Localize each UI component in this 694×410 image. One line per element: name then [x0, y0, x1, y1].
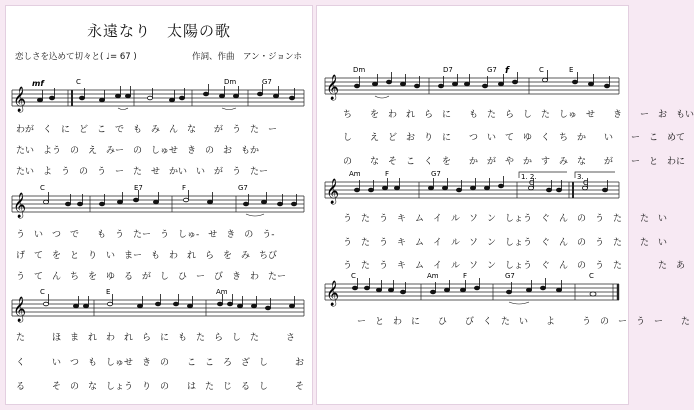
chord-label: F: [463, 272, 468, 280]
staff-system-5: [323, 168, 623, 208]
staff-system-4: [323, 64, 623, 104]
chord-label: C: [589, 272, 594, 280]
lyric-line: た ほ ま れ わ れ ら に も た ら し た さ: [16, 333, 296, 343]
treble-clef-icon: 𝄞: [326, 75, 340, 100]
chord-label: E: [569, 66, 574, 74]
chord-label: Am: [349, 170, 361, 178]
chord-label: F: [385, 170, 390, 178]
chord-label: G7: [238, 184, 248, 192]
dynamic-mark: f: [505, 66, 509, 76]
lyric-line: ち を わ れ ら に も た ら し た しゅ せ き ー お もい: [343, 110, 694, 120]
chord-label: C: [76, 78, 81, 86]
song-title: 永遠なり 太陽の歌: [86, 22, 231, 40]
lyric-line: う た う キ ム イ ル ソ ン しょう ぐ ん の う た た あ: [343, 261, 686, 271]
staff-system-6: [323, 270, 623, 310]
lyric-line: く い つ も しゅせ き の こ こ ろ ざ し お: [16, 358, 305, 368]
chord-label: Am: [427, 272, 439, 280]
right-page: [317, 6, 694, 404]
chord-label: E: [106, 288, 111, 296]
lyric-line: ー と わ に ひ び く た い よ う の ー う ー た: [357, 317, 691, 327]
lyric-line: たい よ う の う ー た せ かい い が う たー: [16, 167, 269, 177]
treble-clef-icon: 𝄞: [13, 193, 27, 218]
chord-label: Am: [216, 288, 228, 296]
chord-label: C: [539, 66, 544, 74]
left-page: [6, 6, 312, 404]
chord-label: C: [583, 179, 588, 187]
chord-label: E7: [134, 184, 143, 192]
chord-label: G7: [487, 66, 497, 74]
composer-credit: 作詞、作曲 アン・ジョンホ: [192, 52, 302, 62]
chord-label: Dm: [353, 66, 366, 74]
chord-label: G7: [505, 272, 515, 280]
volta-bracket-label: 3.: [577, 173, 584, 181]
lyric-line: う い つ で も う たー う しゅ- せ き の う-: [16, 230, 275, 240]
lyric-line: う て ん ち を ゆ る が し ひ ー び き わ たー: [16, 272, 287, 282]
chord-label: D7: [443, 66, 453, 74]
lyric-line: る そ の な しょう り の は た じ る し そ: [16, 382, 305, 392]
chord-label: C: [351, 272, 356, 280]
treble-clef-icon: 𝄞: [326, 281, 340, 306]
chord-label: C: [529, 179, 534, 187]
treble-clef-icon: 𝄞: [326, 179, 340, 204]
staff-system-2: [10, 182, 308, 222]
lyric-line: の な そ こ く を か が や か す み な が ー と わに: [343, 157, 686, 167]
lyric-line: たい よう の え みー の しゅせ き の お もか: [16, 146, 260, 156]
staff-system-1: [10, 76, 308, 116]
chord-label: F: [182, 184, 187, 192]
lyric-line: う た う キ ム イ ル ソ ン しょう ぐ ん の う た た い: [343, 238, 668, 248]
lyric-line: う た う キ ム イ ル ソ ン しょう ぐ ん の う た た い: [343, 214, 668, 224]
tempo-marking: 恋しさを込めて切々と( ♩= 67 ): [15, 52, 137, 62]
lyric-line: げ て を と り い まー も わ れ ら を み ちび: [16, 251, 278, 261]
treble-clef-icon: 𝄞: [13, 87, 27, 112]
chord-label: C: [40, 288, 45, 296]
lyric-line: わが く に ど こ で も み ん な が う た ー: [16, 125, 278, 135]
chord-label: C: [40, 184, 45, 192]
staff-system-3: [10, 286, 308, 326]
dynamic-mark: mf: [32, 79, 44, 88]
chord-label: Dm: [224, 78, 237, 86]
chord-label: G7: [262, 78, 272, 86]
chord-label: G7: [431, 170, 441, 178]
volta-bracket-label: 1. 2.: [521, 173, 537, 181]
treble-clef-icon: 𝄞: [13, 297, 27, 322]
lyric-line: し え ど お り に つ い て ゆ く ち か い ー こ めて: [343, 133, 686, 143]
